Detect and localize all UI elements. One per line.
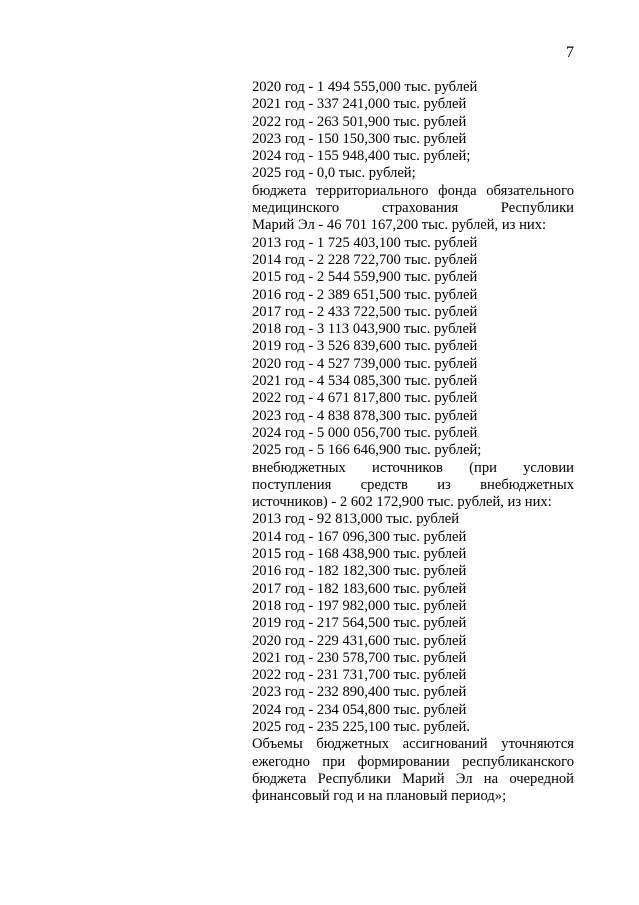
funding-line: 2023 год - 4 838 878,300 тыс. рублей [252, 407, 478, 424]
funding-list-tfoms [252, 235, 574, 460]
funding-line: 2025 год - 5 166 646,900 тыс. рублей; [252, 442, 482, 459]
funding-line: 2024 год - 234 054,800 тыс. рублей [252, 701, 467, 718]
funding-list-extrabudget [252, 511, 574, 736]
tfoms-heading [252, 183, 574, 235]
closing-paragraph [252, 736, 574, 805]
tfoms-heading-line: бюджета территориального фонда обязательного [252, 182, 574, 199]
funding-line: 2016 год - 182 182,300 тыс. рублей [252, 563, 467, 580]
funding-line: 2014 год - 167 096,300 тыс. рублей [252, 528, 467, 545]
funding-line: 2023 год - 150 150,300 тыс. рублей [252, 130, 467, 147]
funding-line: 2024 год - 5 000 056,700 тыс. рублей [252, 424, 478, 441]
extrabudget-heading-line: источников) - 2 602 172,900 тыс. рублей, из них: [252, 494, 552, 511]
closing-paragraph-line: финансовый год и на плановый период»; [252, 788, 507, 805]
funding-list-republic-budget [252, 79, 574, 183]
funding-line: 2020 год - 4 527 739,000 тыс. рублей [252, 355, 478, 372]
extrabudget-heading [252, 460, 574, 512]
funding-line: 2015 год - 2 544 559,900 тыс. рублей [252, 269, 478, 286]
funding-line: 2014 год - 2 228 722,700 тыс. рублей [252, 251, 478, 268]
extrabudget-heading-line: внебюджетных источников (при условии [252, 459, 574, 476]
funding-line: 2015 год - 168 438,900 тыс. рублей [252, 546, 467, 563]
tfoms-heading-line: Марий Эл - 46 701 167,200 тыс. рублей, из них: [252, 217, 547, 234]
funding-line: 2022 год - 263 501,900 тыс. рублей [252, 113, 467, 130]
funding-line: 2025 год - 235 225,100 тыс. рублей. [252, 718, 470, 735]
funding-line: 2021 год - 230 578,700 тыс. рублей [252, 649, 467, 666]
funding-line: 2024 год - 155 948,400 тыс. рублей; [252, 148, 471, 165]
closing-paragraph-line: бюджета Республики Марий Эл на очередной [252, 770, 574, 787]
funding-line: 2013 год - 1 725 403,100 тыс. рублей [252, 234, 478, 251]
funding-line: 2021 год - 4 534 085,300 тыс. рублей [252, 373, 478, 390]
closing-paragraph-line: ежегодно при формировании республиканского [252, 753, 574, 770]
funding-line: 2022 год - 4 671 817,800 тыс. рублей [252, 390, 478, 407]
funding-line: 2023 год - 232 890,400 тыс. рублей [252, 684, 467, 701]
funding-line: 2016 год - 2 389 651,500 тыс. рублей [252, 286, 478, 303]
funding-line: 2019 год - 3 526 839,600 тыс. рублей [252, 338, 478, 355]
funding-line: 2020 год - 229 431,600 тыс. рублей [252, 632, 467, 649]
funding-line: 2018 год - 3 113 043,900 тыс. рублей [252, 321, 477, 338]
funding-line: 2017 год - 182 183,600 тыс. рублей [252, 580, 467, 597]
document-body [252, 79, 574, 805]
extrabudget-heading-line: поступления средств из внебюджетных [252, 476, 574, 493]
funding-line: 2025 год - 0,0 тыс. рублей; [252, 165, 416, 182]
closing-paragraph-line: Объемы бюджетных ассигнований уточняются [252, 736, 574, 753]
funding-line: 2021 год - 337 241,000 тыс. рублей [252, 96, 467, 113]
funding-line: 2018 год - 197 982,000 тыс. рублей [252, 597, 467, 614]
page-number: 7 [566, 44, 574, 61]
funding-line: 2017 год - 2 433 722,500 тыс. рублей [252, 303, 478, 320]
funding-line: 2020 год - 1 494 555,000 тыс. рублей [252, 79, 478, 95]
funding-line: 2019 год - 217 564,500 тыс. рублей [252, 615, 467, 632]
tfoms-heading-line: медицинского страхования Республики [252, 200, 574, 217]
funding-line: 2013 год - 92 813,000 тыс. рублей [252, 511, 460, 528]
funding-line: 2022 год - 231 731,700 тыс. рублей [252, 667, 467, 684]
